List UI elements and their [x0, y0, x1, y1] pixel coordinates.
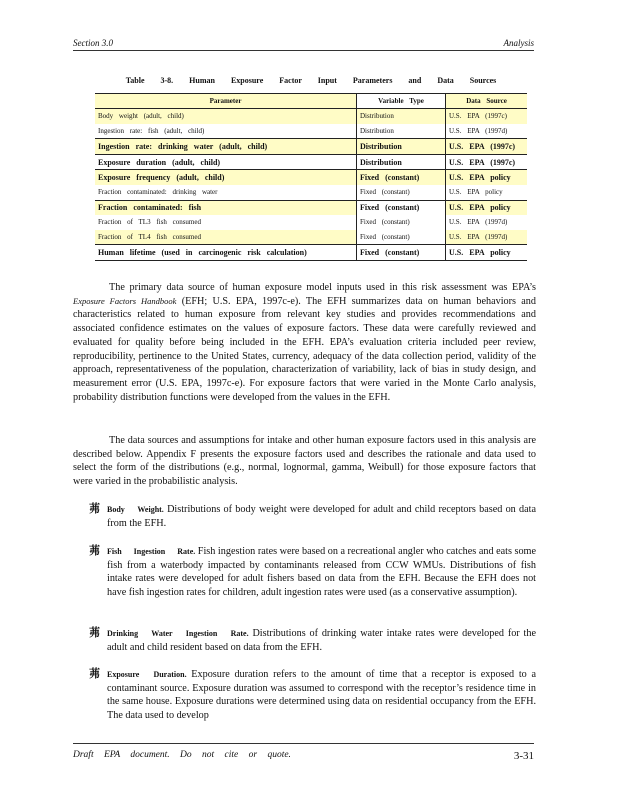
table-row: [95, 170, 527, 185]
cell-variable-type: Fixed (constant): [357, 215, 446, 230]
chapter-header: Analysis: [503, 38, 534, 48]
cell-data-source: U.S. EPA policy: [446, 245, 528, 261]
table-row: [95, 245, 527, 261]
header-rule: [73, 50, 534, 51]
table-row: [95, 124, 527, 139]
p1-text-a: The primary data source of human exposure model inputs used in this risk assessment was EPA’s: [109, 282, 536, 293]
table-caption: Table 3-8. Human Exposure Factor Input Parameters and Data Sources: [125, 76, 497, 85]
p1-text-b: (EFH; U.S. EPA, 1997c-e). The EFH summarizes data on human behaviors and characteristics related to human exposure from relevant key studies and provides recommendations and associated confidence estimates on the values of exposure factors. These data were carefully reviewed and evaluated for quality before being included in the EFH. EPA’s evaluation criteria included peer review, reproducibility, pertinence to the United States, currency, adequacy of the data collection period, validity of the approach, representativeness of the population, characterization of variability, lack of bias in study design, and measurement error (U.S. EPA, 1997c-e). For exposure factors that were varied in the Monte Carlo analysis, probability distribution functions were developed from the values in the EFH.: [73, 295, 536, 403]
draft-notice: Draft EPA document. Do not cite or quote.: [73, 750, 291, 760]
cell-data-source: U.S. EPA policy: [449, 188, 503, 197]
bullet-text: Fish ingestion rates were based on a recreational angler who catches and eats some fish from a waterbody impacted by contaminants released from CCW WMUs. Distributions of fish intake rates were developed for adult fishers based on data from the EFH. Because the EFH does not have fish ingestion rates for children, adult ingestion rates were used (as a conservative assumption).: [107, 546, 536, 599]
table-row: [95, 230, 527, 245]
cell-parameter: Fraction of TL3 fish consumed: [95, 215, 357, 230]
exposure-factor-table: [95, 93, 527, 261]
bullet-title: Exposure Duration.: [107, 670, 187, 679]
cell-data-source: U.S. EPA (1997c): [446, 154, 528, 170]
cell-variable-type: Distribution: [357, 154, 446, 170]
cell-variable-type: Fixed (constant): [357, 185, 446, 200]
p2-text: The data sources and assumptions for intake and other human exposure factors used in this analysis are described below. Appendix F presents the exposure factors used and describes the rationale and data used to select the form of the distributions (e.g., normal, lognormal, gamma, Weibull) for those exposure factors that were varied in the probabilistic analysis.: [73, 435, 536, 488]
bullet-title: Body Weight.: [107, 505, 164, 514]
bullet-drinking-water: [89, 627, 536, 654]
table-row: [95, 185, 527, 200]
footer-rule: [73, 743, 534, 744]
bullet-title: Drinking Water Ingestion Rate.: [107, 629, 249, 638]
bullet-body-weight: [89, 503, 536, 530]
cell-variable-type: Distribution: [357, 109, 446, 124]
table-row: [95, 154, 527, 170]
cell-variable-type: Distribution: [357, 139, 446, 155]
cell-variable-type: Fixed (constant): [357, 230, 446, 245]
bullet-exposure-duration: [89, 668, 536, 723]
table-row: [95, 215, 527, 230]
col-variable-type-header: Variable Type: [357, 94, 446, 109]
cell-variable-type: Distribution: [357, 124, 446, 139]
bullet-marker-icon: 茀: [89, 503, 100, 515]
cell-data-source: U.S. EPA (1997d): [446, 230, 528, 245]
cell-parameter: Fraction contaminated: drinking water: [95, 185, 357, 200]
cell-parameter: Human lifetime (used in carcinogenic risk calculation): [95, 245, 357, 261]
bullet-fish-ingestion: [89, 545, 536, 600]
paragraph-assumptions: [73, 434, 536, 489]
cell-variable-type: Fixed (constant): [357, 170, 446, 185]
cell-parameter: Ingestion rate: drinking water (adult, child): [95, 139, 357, 155]
col-data-source-header: Data Source: [446, 94, 528, 109]
cell-data-source: U.S. EPA (1997d): [449, 126, 508, 135]
cell-parameter: Exposure frequency (adult, child): [95, 170, 357, 185]
bullet-marker-icon: 茀: [89, 668, 100, 680]
paragraph-data-source: [73, 281, 536, 404]
table-row: [95, 200, 527, 215]
bullet-title: Fish Ingestion Rate.: [107, 547, 196, 556]
bullet-marker-icon: 茀: [89, 545, 100, 557]
cell-data-source: U.S. EPA policy: [446, 200, 528, 215]
cell-parameter: Body weight (adult, child): [95, 109, 357, 124]
cell-parameter: Fraction of TL4 fish consumed: [95, 230, 357, 245]
cell-data-source: U.S. EPA (1997d): [449, 218, 508, 227]
bullet-text: Exposure duration refers to the amount of time that a receptor is exposed to a contaminant source. Exposure duration was assumed to correspond with the receptor’s residence time in the same house. Exposure durations were determined using data on residential occupancy from the EFH. The data used to develop: [107, 669, 536, 722]
col-parameter-header: Parameter: [95, 94, 357, 109]
cell-parameter: Ingestion rate: fish (adult, child): [95, 124, 357, 139]
page-number: 3-31: [513, 750, 534, 762]
cell-variable-type: Fixed (constant): [357, 200, 446, 215]
cell-variable-type: Fixed (constant): [357, 245, 446, 261]
table-row: [95, 139, 527, 155]
cell-parameter: Exposure duration (adult, child): [95, 154, 357, 170]
bullet-text: Distributions of drinking water intake rates were developed for the adult and child resident based on data from the EFH.: [107, 628, 536, 653]
section-header: Section 3.0: [73, 38, 113, 48]
table-row: [95, 109, 527, 124]
cell-data-source: U.S. EPA (1997c): [446, 139, 528, 155]
bullet-marker-icon: 茀: [89, 627, 100, 639]
cell-parameter: Fraction contaminated: fish: [95, 200, 357, 215]
cell-data-source: U.S. EPA (1997c): [446, 109, 528, 124]
bullet-text: Distributions of body weight were developed for adult and child receptors based on data from the EFH.: [107, 504, 536, 529]
p1-handbook-title: Exposure Factors Handbook: [73, 295, 177, 306]
cell-data-source: U.S. EPA policy: [446, 170, 528, 185]
